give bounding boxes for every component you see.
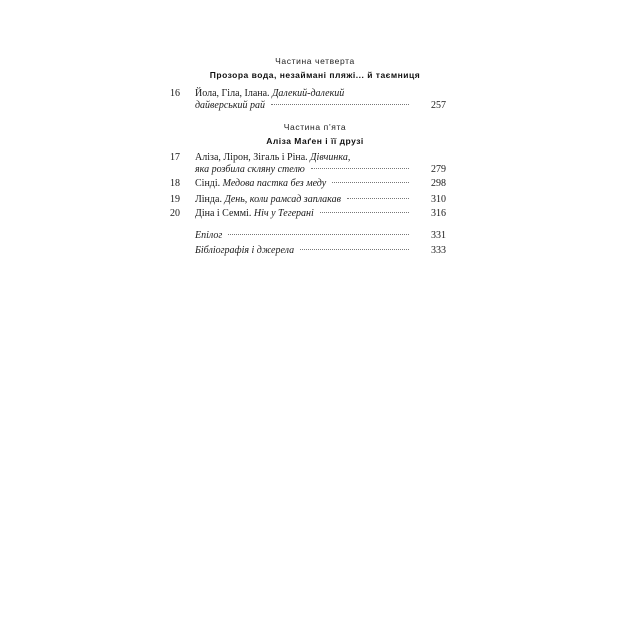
page-number: 316: [431, 208, 446, 219]
page-number: 279: [431, 164, 446, 175]
toc-entry-20: [170, 208, 450, 222]
toc-entry-17: [170, 152, 450, 178]
part-five-label: Частина п’ята: [283, 122, 347, 132]
chapter-number: 19: [170, 194, 180, 205]
page-number: 257: [431, 100, 446, 111]
page-number: 298: [431, 178, 446, 189]
toc-entry-bibliography: [170, 245, 450, 259]
page-number: 310: [431, 194, 446, 205]
toc-entry-epilogue: [170, 230, 450, 244]
chapter-names: Аліза, Лірон, Зігаль і Ріна.: [195, 152, 311, 163]
chapter-subtitle: Медова пастка без меду: [222, 178, 327, 189]
chapter-number: 16: [170, 88, 180, 99]
chapter-title: [195, 208, 445, 220]
chapter-title: [195, 194, 445, 206]
part-four-title: Прозора вода, незаймані пляжі... й таємниця: [209, 70, 421, 80]
chapter-subtitle: Ніч у Тегерані: [253, 208, 314, 219]
page-number: 331: [431, 230, 446, 241]
chapter-subtitle-line2: яка розбила скляну стелю: [195, 164, 305, 175]
chapter-subtitle-line1: Дівчинка,: [310, 152, 351, 163]
toc-entry-19: [170, 194, 450, 208]
chapter-subtitle: День, коли рамсад заплакав: [224, 194, 341, 205]
page-number: 333: [431, 245, 446, 256]
leader-dots: [228, 234, 409, 235]
chapter-names: Йола, Гіла, Ілана.: [195, 88, 273, 99]
chapter-number: 18: [170, 178, 180, 189]
chapter-number: 17: [170, 152, 180, 163]
back-matter-title: [195, 230, 445, 242]
bibliography-title: Бібліографія і джерела: [195, 245, 295, 256]
chapter-names: Діна і Семмі.: [195, 208, 254, 219]
leader-dots: [332, 182, 409, 183]
toc-entry-16: [170, 88, 450, 114]
chapter-title: [195, 178, 445, 190]
toc-entry-18: [170, 178, 450, 192]
chapter-names: Сінді.: [195, 178, 223, 189]
leader-dots: [300, 249, 409, 250]
chapter-names: Лінда.: [195, 194, 225, 205]
chapter-title: [195, 152, 445, 176]
epilogue-title: Епілог: [195, 230, 223, 241]
part-four-label: Частина четверта: [275, 56, 355, 66]
leader-dots: [347, 198, 409, 199]
back-matter-title: [195, 245, 445, 257]
leader-dots: [320, 212, 409, 213]
chapter-number: 20: [170, 208, 180, 219]
chapter-subtitle-line1: Далекий-далекий: [272, 88, 345, 99]
leader-dots: [271, 104, 409, 105]
leader-dots: [311, 168, 409, 169]
chapter-title: [195, 88, 445, 112]
part-five-title: Аліза Маґен і її друзі: [266, 136, 364, 146]
chapter-subtitle-line2: дайверський рай: [195, 100, 266, 111]
